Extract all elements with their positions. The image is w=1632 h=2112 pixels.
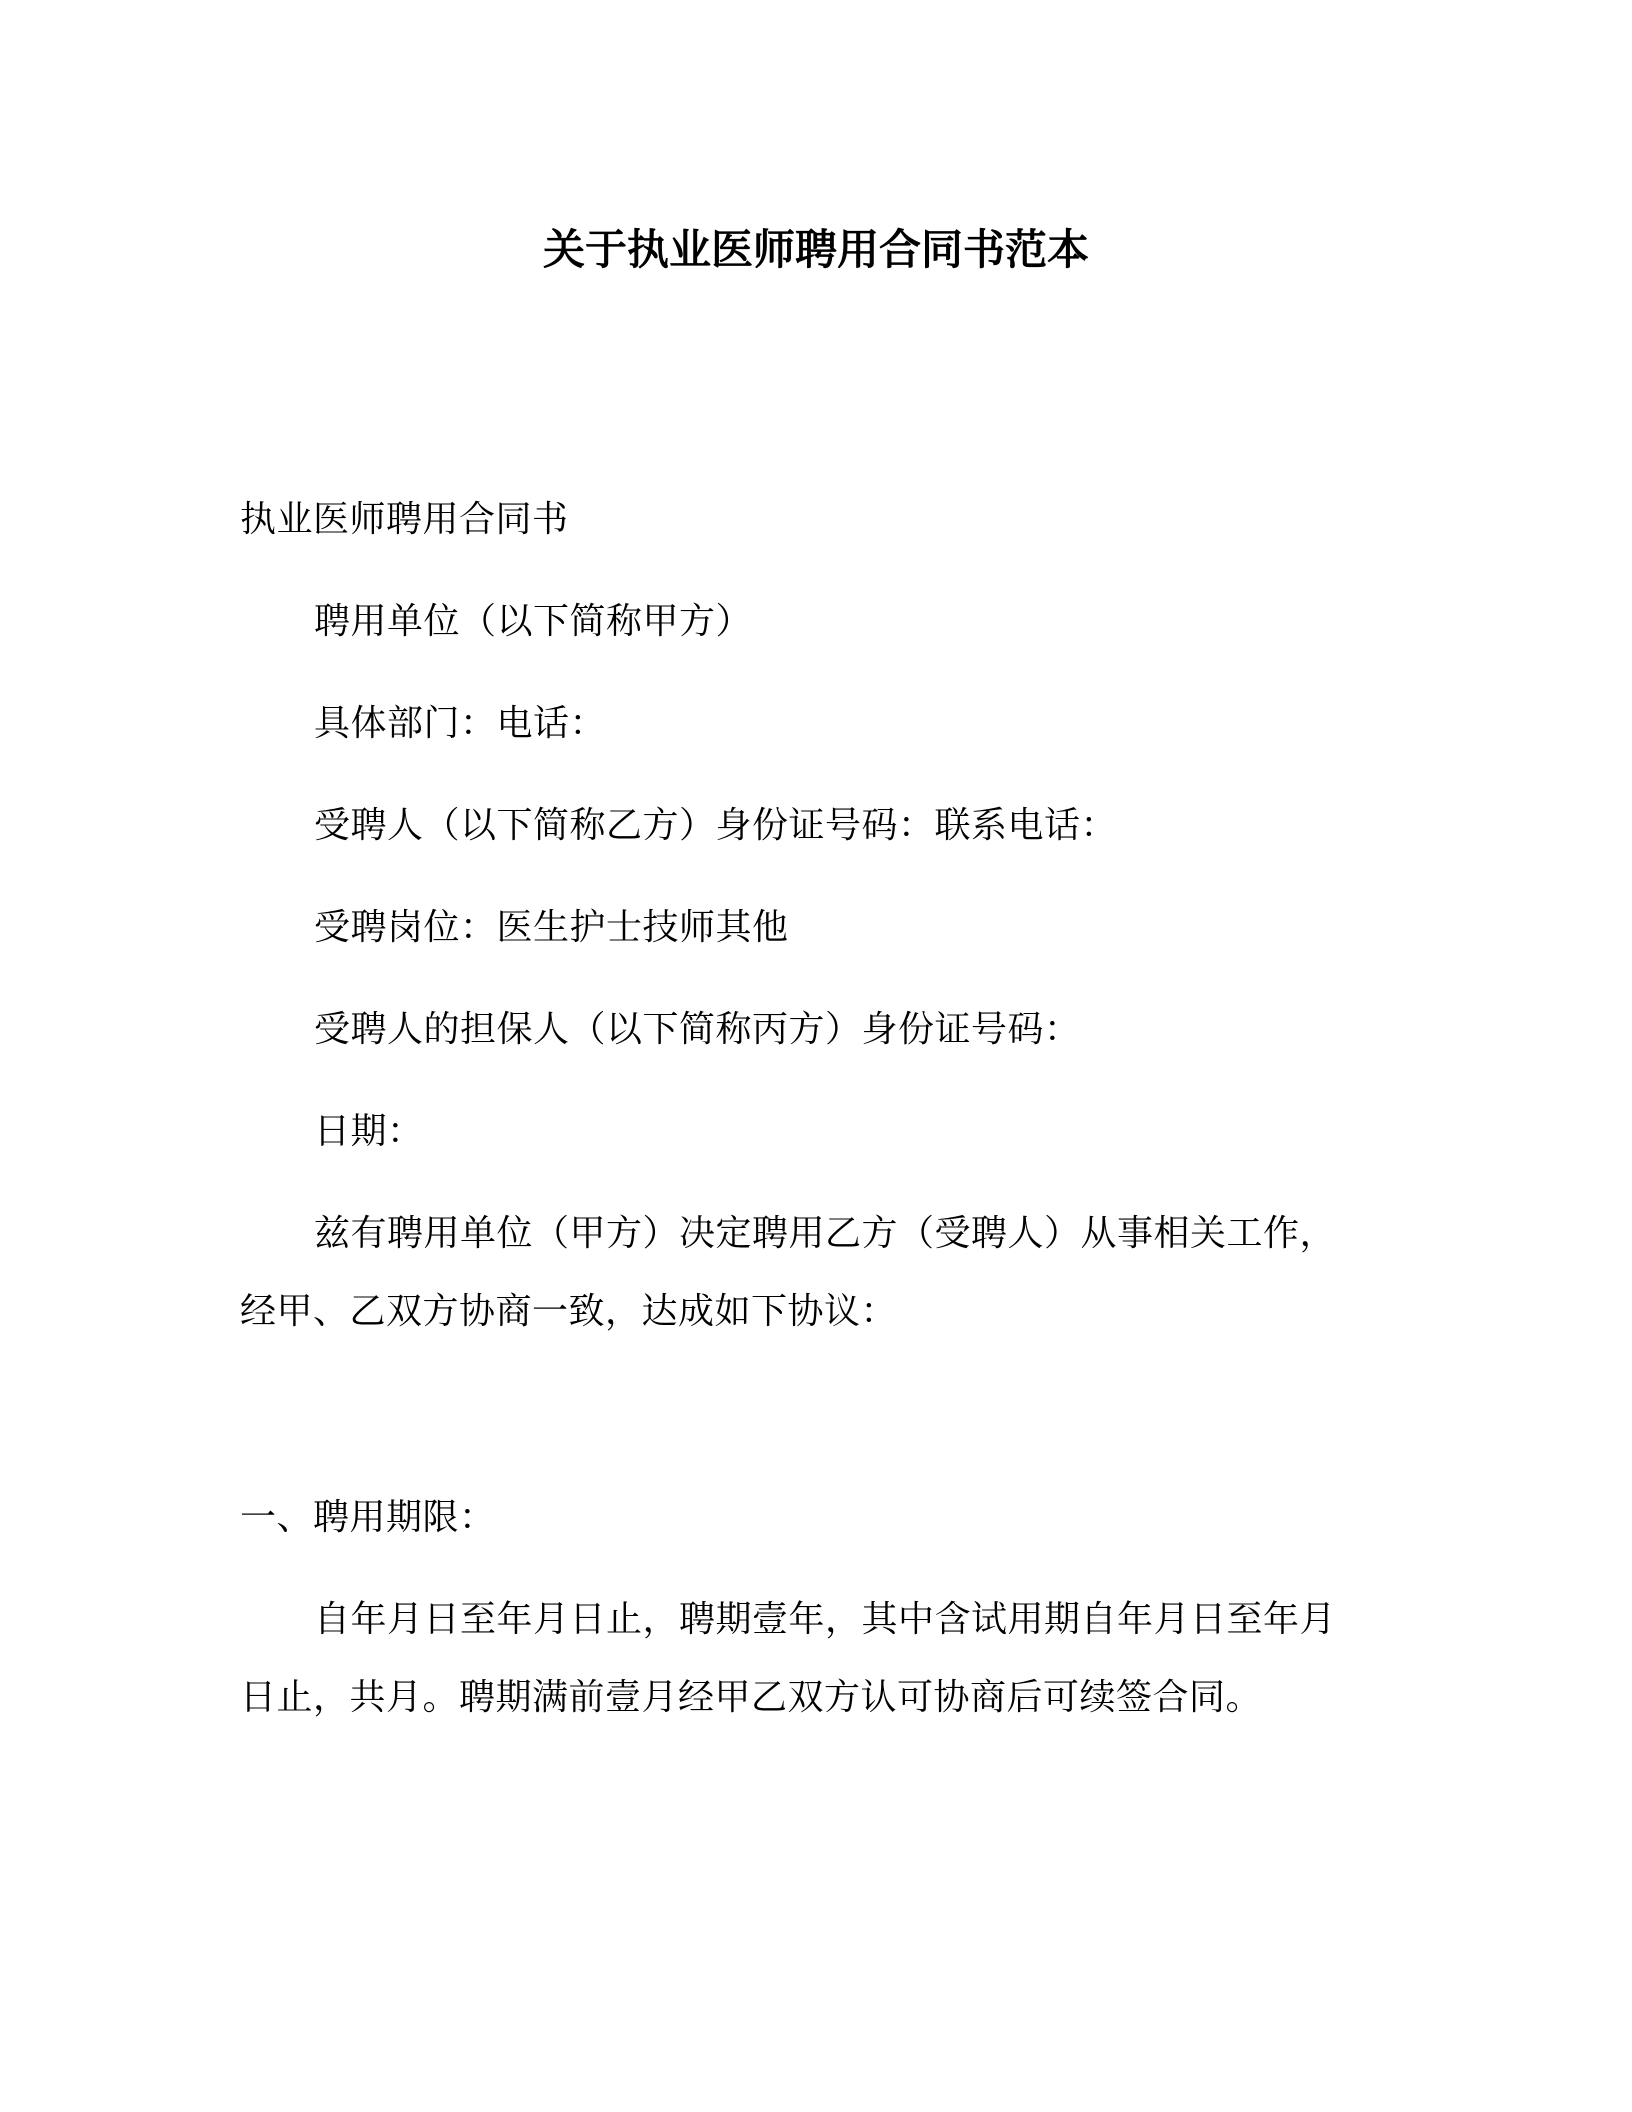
section-1-line-1: 自年月日至年月日止，聘期壹年，其中含试用期自年月日至年月 <box>314 1599 1337 1640</box>
preamble-line-1: 兹有聘用单位（甲方）决定聘用乙方（受聘人）从事相关工作， <box>314 1213 1337 1254</box>
department-phone-field: 具体部门：电话： <box>314 703 607 744</box>
guarantor-field: 受聘人的担保人（以下简称丙方）身份证号码： <box>314 1009 1081 1050</box>
position-field: 受聘岗位：医生护士技师其他 <box>314 907 789 948</box>
contract-subtitle: 执业医师聘用合同书 <box>240 499 569 540</box>
document-title: 关于执业医师聘用合同书范本 <box>542 225 1089 274</box>
section-1-heading: 一、聘用期限： <box>240 1497 496 1538</box>
employee-field: 受聘人（以下简称乙方）身份证号码：联系电话： <box>314 805 1118 846</box>
section-1-line-2: 日止，共月。聘期满前壹月经甲乙双方认可协商后可续签合同。 <box>240 1677 1263 1718</box>
preamble-line-2: 经甲、乙双方协商一致，达成如下协议： <box>240 1291 898 1332</box>
employer-field: 聘用单位（以下简称甲方） <box>314 601 753 642</box>
date-field: 日期： <box>314 1111 424 1152</box>
